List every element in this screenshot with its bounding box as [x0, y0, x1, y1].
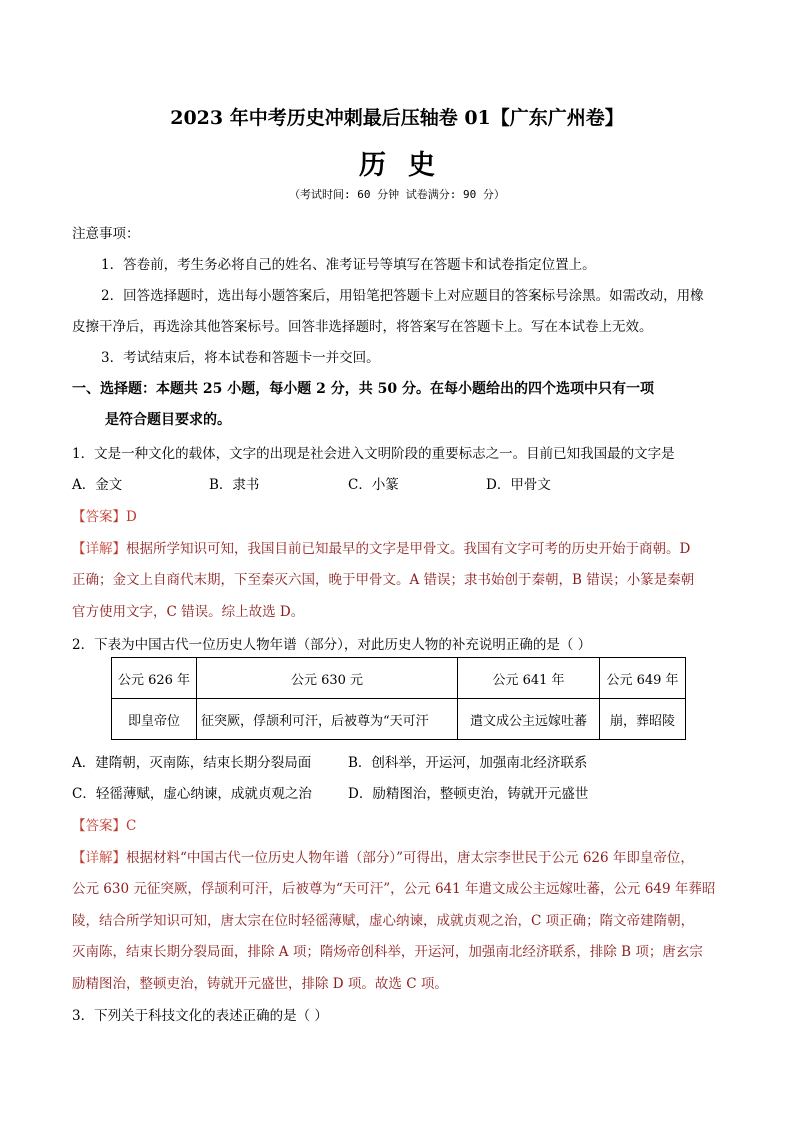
notes-item-2-line-1: 2．回答选择题时，选出每小题答案后，用铅笔把答题卡上对应题目的答案标号涂黑。如需改动，用橡 [101, 288, 704, 304]
q1-answer-label: 【答案】 [72, 509, 126, 525]
q2-answer-value: C [126, 818, 137, 834]
table-row [112, 699, 686, 740]
table-cell: 崩，葬昭陵 [600, 699, 686, 740]
q1-detail-line-3: 官方使用文字，C 错误。综上故选 D。 [72, 604, 305, 620]
q2-chronology-table [111, 657, 686, 740]
subject-heading: 历史 [359, 150, 457, 181]
q2-option-b: B．创科举，开运河，加强南北经济联系 [348, 755, 588, 771]
q2-option-d: D．励精图治，整顿吏治，铸就开元盛世 [348, 786, 589, 802]
notes-item-1: 1．答卷前，考生务必将自己的姓名、准考证号等填写在答题卡和试卷指定位置上。 [101, 257, 596, 273]
q2-detail-label: 【详解】 [72, 850, 126, 866]
q1-option-c: C．小篆 [348, 477, 399, 493]
q2-answer [72, 814, 136, 834]
table-cell: 遣文成公主远嫁吐蕃 [458, 699, 600, 740]
exam-title: 2023 年中考历史冲刺最后压轴卷 01【广东广州卷】 [170, 107, 624, 129]
q2-detail-line-2: 公元 630 元征突厥，俘颉利可汗，后被尊为“天可汗”，公元 641 年遣文成公主远嫁吐蕃，公元 649 年葬昭 [72, 881, 716, 897]
q3-stem: 3．下列关于科技文化的表述正确的是（ ） [72, 1008, 328, 1024]
table-cell: 即皇帝位 [112, 699, 197, 740]
exam-info: （考试时间: 60 分钟 试卷满分: 90 分） [289, 188, 505, 201]
q2-detail-line-5: 励精图治，整顿吏治，铸就开元盛世，排除 D 项。故选 C 项。 [72, 976, 448, 992]
q1-detail-line-1 [72, 537, 690, 557]
table-header-cell: 公元 630 元 [197, 658, 458, 699]
q2-option-a: A．建隋朝，灭南陈，结束长期分裂局面 [72, 755, 312, 771]
q1-detail-line-2: 正确；金文上自商代末期，下至秦灭六国，晚于甲骨文。A 错误；隶书始创于秦朝，B 错误；小篆是秦朝 [72, 572, 695, 588]
q2-stem: 2．下表为中国古代一位历史人物年谱（部分），对此历史人物的补充说明正确的是（ ） [72, 637, 592, 653]
q2-detail-text-1: 根据材料“中国古代一位历史人物年谱（部分）”可得出，唐太宗李世民于公元 626 年即皇帝位， [126, 850, 694, 866]
q1-answer-value: D [126, 509, 137, 525]
q1-option-a: A．金文 [72, 477, 123, 493]
table-header-cell: 公元 641 年 [458, 658, 600, 699]
q1-stem: 1．文是一种文化的载体，文字的出现是社会进入文明阶段的重要标志之一。目前已知我国最的文字是 [72, 446, 675, 462]
q1-detail-label: 【详解】 [72, 541, 126, 557]
notes-item-2-line-2: 皮擦干净后，再选涂其他答案标号。回答非选择题时，将答案写在答题卡上。写在本试卷上无效。 [72, 319, 653, 335]
q1-option-b: B．隶书 [209, 477, 260, 493]
q2-answer-label: 【答案】 [72, 818, 126, 834]
q2-option-c: C．轻徭薄赋，虚心纳谏，成就贞观之治 [72, 786, 312, 802]
notes-heading: 注意事项： [72, 226, 140, 242]
q2-detail-line-4: 灭南陈，结束长期分裂局面，排除 A 项；隋炀帝创科举，开运河，加强南北经济联系，排除 B 项；唐玄宗 [72, 944, 703, 960]
q2-detail-line-1 [72, 846, 694, 866]
q1-detail-text-1: 根据所学知识可知，我国目前已知最早的文字是甲骨文。我国有文字可考的历史开始于商朝。D [126, 541, 691, 557]
table-cell: 征突厥，俘颉利可汗，后被尊为“天可汗 [197, 699, 458, 740]
table-header-cell: 公元 649 年 [600, 658, 686, 699]
notes-item-3: 3．考试结束后，将本试卷和答题卡一并交回。 [101, 350, 380, 366]
section-heading-line-1: 一、选择题：本题共 25 小题，每小题 2 分，共 50 分。在每小题给出的四个选项中只有一项 [72, 381, 654, 397]
table-header-cell: 公元 626 年 [112, 658, 197, 699]
section-heading-line-2: 是符合题目要求的。 [105, 412, 231, 428]
table-row [112, 658, 686, 699]
q1-option-d: D．甲骨文 [486, 477, 551, 493]
q2-detail-line-3: 陵，结合所学知识可知，唐太宗在位时轻徭薄赋，虚心纳谏，成就贞观之治，C 项正确；隋文帝建隋朝， [72, 913, 695, 929]
q1-answer [72, 505, 137, 525]
